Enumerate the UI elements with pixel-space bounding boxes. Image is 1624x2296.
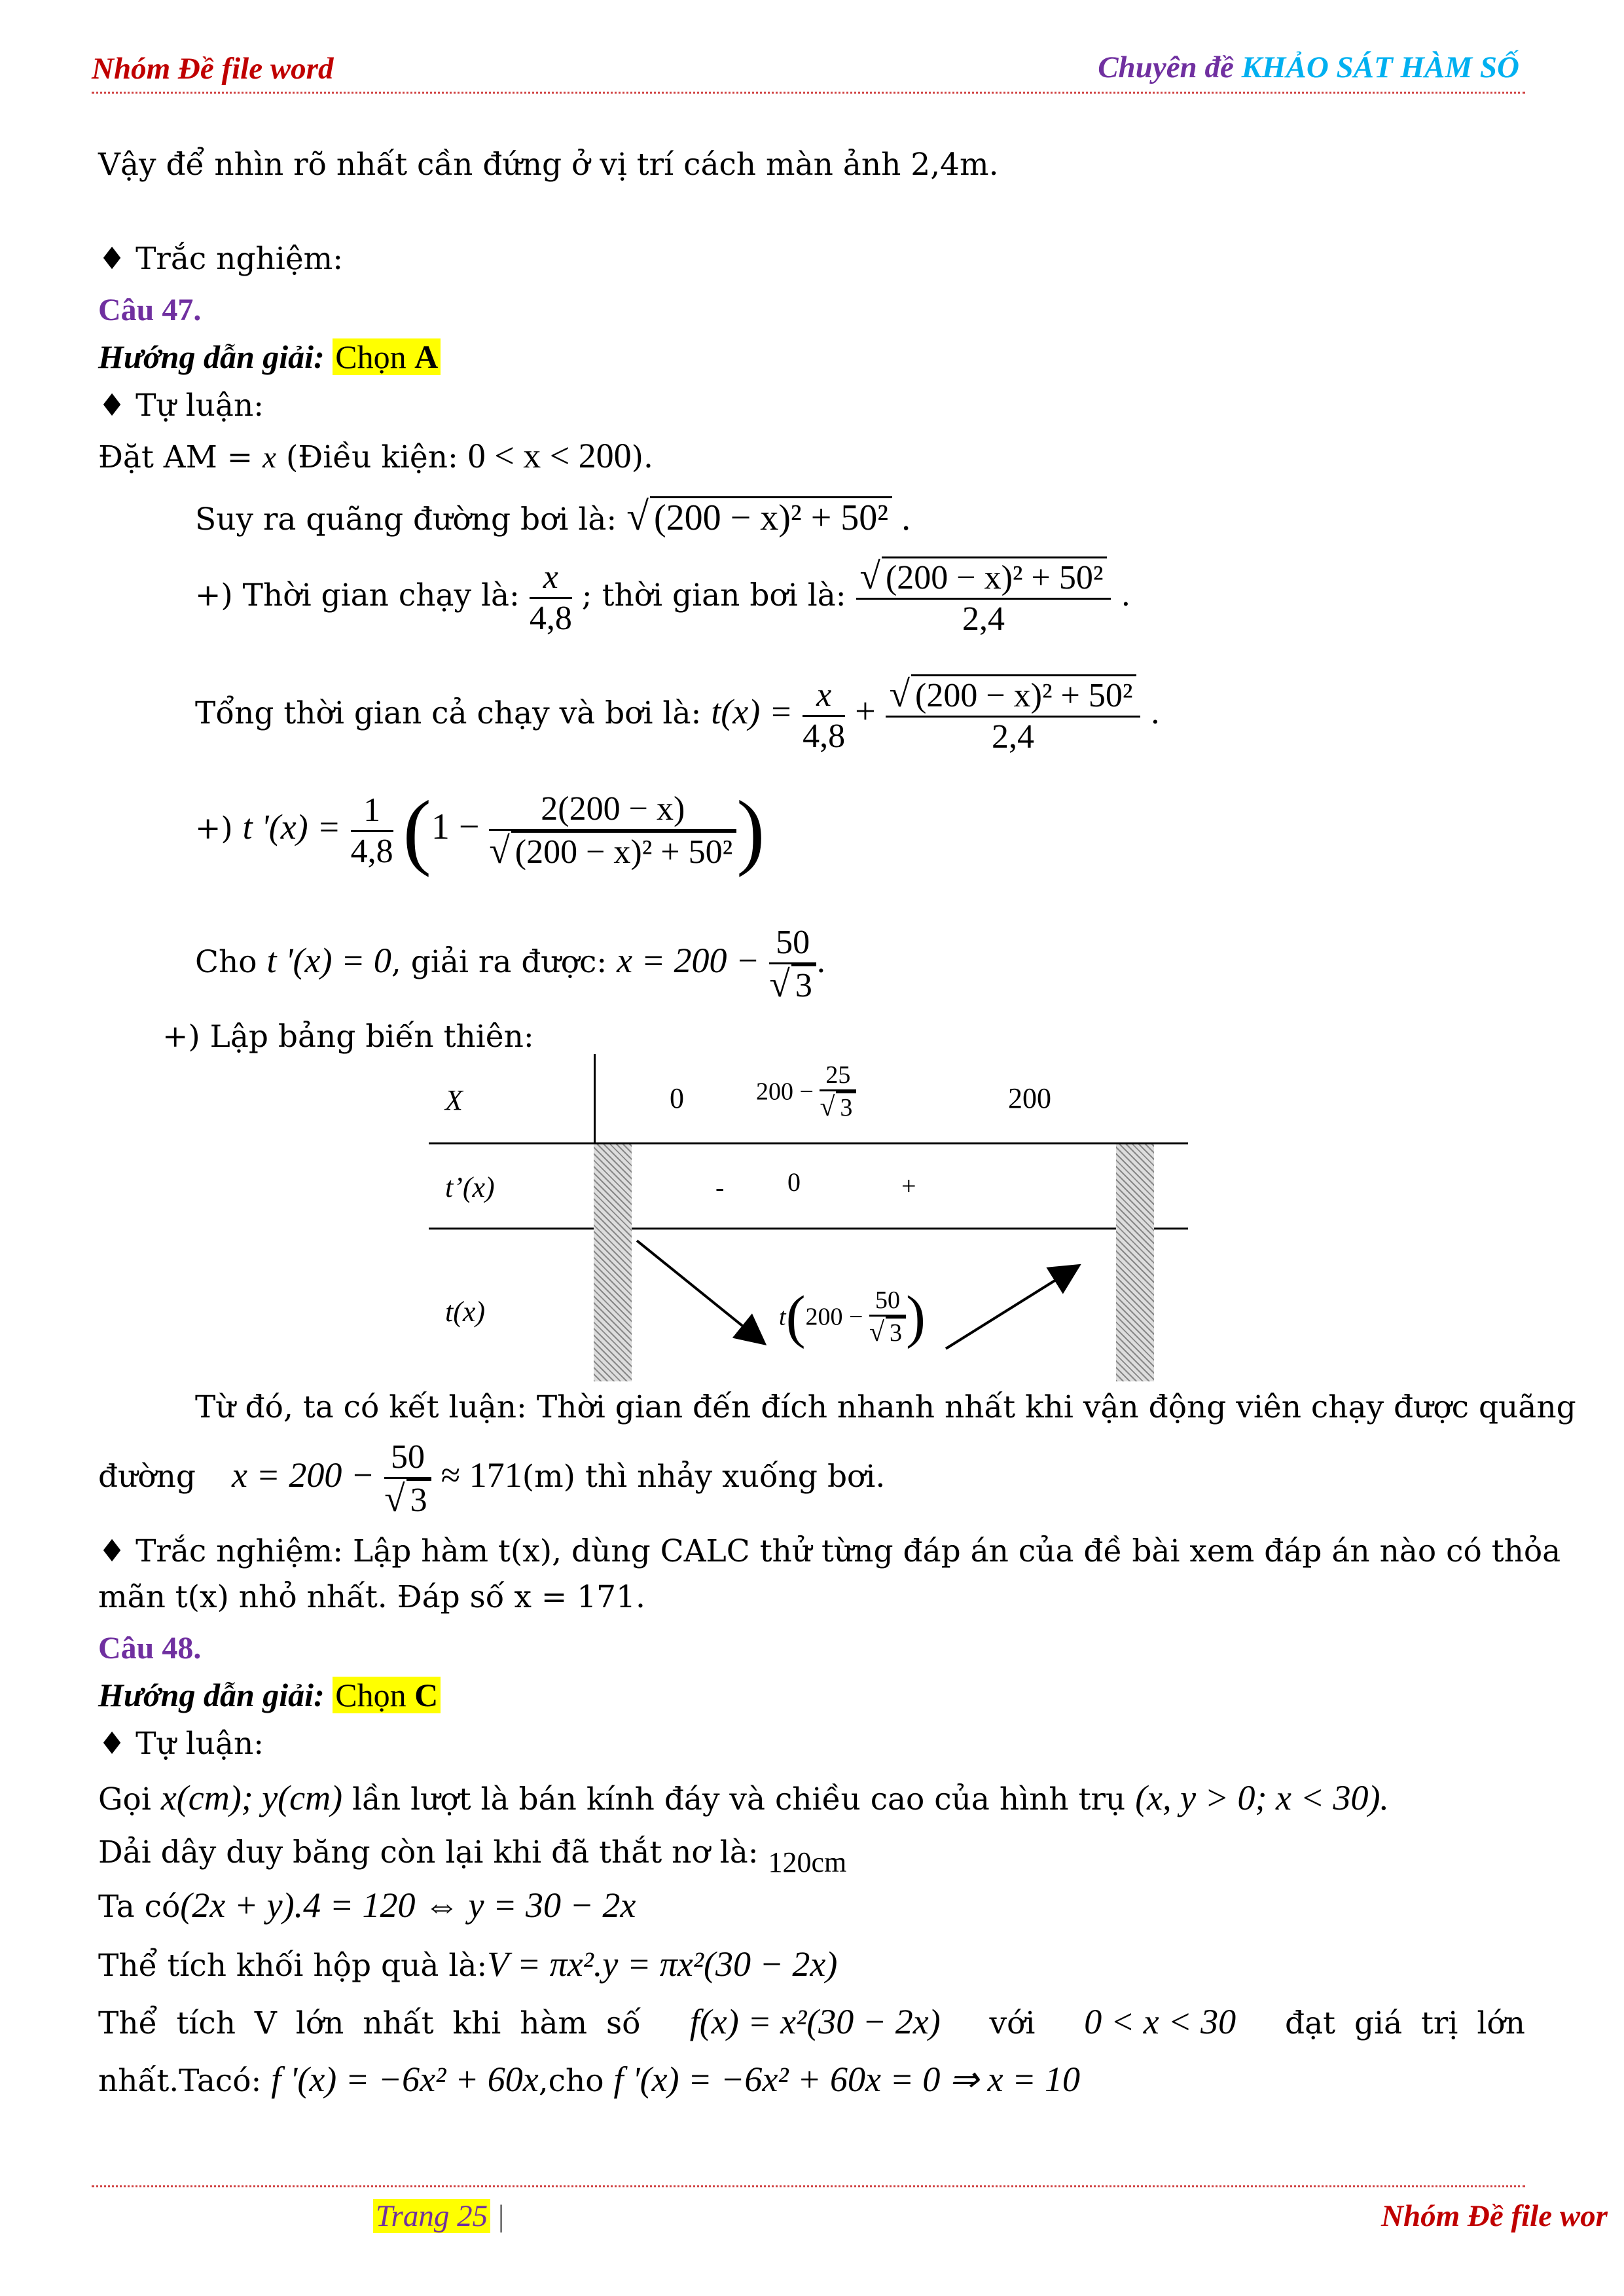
arrow-decreasing (637, 1241, 763, 1342)
header-topic-prefix: Chuyên đề (1098, 50, 1242, 84)
f-prime-solution: f '(x) = −6x² + 60x = 0 ⇒ x = 10 (613, 2060, 1081, 2099)
total-frac-2: $\frac{\text{√ (200 − x)² + 50²}}{2,4}$ (886, 674, 1141, 757)
x-mid-prefix: 200 − (756, 1078, 814, 1106)
volume-label: Thể tích khối hộp quà là: (98, 1948, 488, 1984)
total-time-line: Tổng thời gian cả chạy và bơi là: t(x) = $\frac{x}{4,8}$ + $\frac{\text{√ (200 − x)² + 50²}}{2,4}$ . (195, 674, 1161, 756)
swim-distance-label: Suy ra quãng đường bơi là: (195, 501, 617, 538)
x-eq: x = 200 − (617, 941, 760, 980)
frac-num-sqrt: (200 − x)² + 50² (882, 556, 1107, 598)
guide-label: Hướng dẫn giải: (98, 1677, 325, 1713)
sign-zero: 0 (787, 1167, 801, 1197)
max-value-text: đạt giá trị lớn (1285, 2005, 1525, 2041)
total-time-label: Tổng thời gian cả chạy và bơi là: (195, 695, 702, 731)
derivative-line: +) t '(x) = $\frac{1}{4,8}$ (1 − $\frac{2(200 - x)}{\text{√ (200 − x)² + 50²}}$ ) (195, 784, 765, 878)
result-frac: $\frac{50}{√ 3}$ (384, 1438, 431, 1520)
ribbon-value: 120cm (768, 1846, 847, 1878)
answer-47-badge (333, 338, 441, 375)
xy-vars: x(cm); y(cm) (160, 1778, 343, 1817)
frac-num: x (543, 558, 558, 596)
x-end: 200 (1008, 1082, 1051, 1114)
essay-heading: ♦ Tự luận: (98, 388, 264, 424)
f-prime: f '(x) = −6x² + 60x (271, 2060, 539, 2099)
cho-label: Cho (195, 944, 257, 980)
frac-den-sqrt: 3 (836, 1091, 856, 1122)
mc-47-line1: ♦ Trắc nghiệm: Lập hàm t(x), dùng CALC thử từng đáp án của đề bài xem đáp án nào có thỏa (98, 1533, 1561, 1569)
condition-48: (x, y > 0; x < 30). (1135, 1778, 1389, 1817)
answer-letter: C (414, 1677, 439, 1713)
time-line: +) Thời gian chạy là: $\frac{x}{4,8}$ ; thời gian bơi là: $\frac{\text{√ (200 − x)² + 50²}}{2,4}$ . (195, 556, 1131, 638)
x-start: 0 (670, 1082, 684, 1114)
frac-den: 4,8 (529, 599, 572, 637)
min-t: t (779, 1303, 786, 1331)
sign-plus: + (901, 1171, 916, 1201)
one-minus: 1 − (431, 807, 480, 847)
ribbon-line (98, 1833, 847, 1878)
question-47-title: Câu 47. (98, 293, 202, 327)
variation-table-heading: +) Lập bảng biến thiên: (162, 1019, 534, 1055)
condition-expr: 0 < x < 200 (467, 436, 632, 475)
answer-letter: A (414, 338, 439, 375)
header-topic: KHẢO SÁT HÀM SỐ (1241, 50, 1519, 84)
sqrt-expression: √ (200 − x)² + 50² . (626, 494, 911, 539)
volume-line (98, 1944, 837, 1986)
frac-den-sqrt: (200 − x)² + 50² (511, 831, 736, 872)
swim-distance-line (195, 496, 911, 539)
conclusion-47-line2 (98, 1438, 885, 1520)
frac-den: 4,8 (803, 717, 846, 755)
header-left: Nhóm Đề file word (92, 52, 334, 86)
swim-time-fraction: $\frac{\text{√ (200 − x)² + 50²}}{2,4}$ (856, 556, 1111, 639)
equation-line (98, 1886, 636, 1927)
x-eq: x = 200 − (231, 1455, 375, 1495)
answer-48-badge (333, 1677, 441, 1713)
frac-num: 25 (820, 1061, 856, 1091)
solve-label: , giải ra được: (391, 944, 607, 980)
derivative-48-line (98, 2060, 1080, 2101)
deriv-coef (351, 791, 393, 871)
sign-minus: - (715, 1173, 725, 1202)
run-time-label: +) Thời gian chạy là: (195, 577, 520, 613)
frac-den-sqrt: 3 (886, 1317, 906, 1347)
arrow-increasing (946, 1267, 1077, 1349)
total-frac-1 (803, 676, 845, 756)
row-x-label: X (445, 1084, 463, 1116)
header-divider (92, 92, 1525, 94)
footer-separator: | (497, 2199, 505, 2233)
guide-label: Hướng dẫn giải: (98, 338, 325, 375)
cho-word: ,cho (538, 2063, 604, 2099)
approx-value: ≈ 171 (441, 1455, 522, 1495)
frac-den-sqrt: 3 (791, 964, 816, 1006)
swim-time-label: ; thời gian bơi là: (581, 577, 846, 613)
goi-label: Gọi (98, 1781, 151, 1817)
frac-num: 2(200 − x) (489, 790, 736, 831)
max-volume-line (98, 2002, 1525, 2043)
essay-heading-48: ♦ Tự luận: (98, 1726, 264, 1762)
frac-den: 2,4 (962, 600, 1005, 638)
t-prime: t '(x) = (242, 807, 341, 847)
volume-formula: V = πx².y = πx²(30 − 2x) (487, 1944, 838, 1984)
header-right (1098, 50, 1519, 85)
guide-48 (98, 1676, 441, 1714)
mc-47-line2: mãn t(x) nhỏ nhất. Đáp số x = 171. (98, 1579, 645, 1615)
tprime-zero: t '(x) = 0 (266, 941, 391, 980)
x-mid-frac: $\frac{25}{√ 3}$ (820, 1061, 856, 1123)
taco-label: nhất.Tacó: (98, 2063, 262, 2099)
min-prefix: 200 − (805, 1303, 863, 1331)
frac-den: 2,4 (992, 718, 1035, 756)
conclusion-47-line1: Từ đó, ta có kết luận: Thời gian đến đích nhanh nhất khi vận động viên chạy được quãng (195, 1389, 1576, 1425)
sqrt-body: (200 − x)² + 50² (650, 496, 892, 538)
frac-num: 1 (351, 791, 393, 832)
critical-frac: $\frac{50}{√ 3}$ (769, 923, 816, 1006)
choose-label: Chọn (335, 338, 415, 375)
footer-divider (92, 2185, 1525, 2187)
frac-num: 50 (384, 1438, 431, 1479)
f-of-x: f(x) = x²(30 − 2x) (689, 2002, 941, 2041)
ta-co-label: Ta có (98, 1889, 181, 1925)
variation-table (429, 1054, 1188, 1381)
set-am-cond-label: (Điều kiện: (276, 439, 468, 475)
t-of-x: t(x) = (711, 692, 793, 731)
conclusion-line: Vậy để nhìn rõ nhất cần đứng ở vị trí cách màn ảnh 2,4m. (98, 147, 999, 183)
run-time-fraction (530, 558, 572, 638)
critical-point-line: Cho t '(x) = 0, giải ra được: x = 200 − $\frac{50}{√ 3}$ . (195, 924, 826, 1005)
multiple-choice-heading: ♦ Trắc nghiệm: (98, 241, 344, 277)
variables-line (98, 1778, 1389, 1819)
set-am-prefix: Đặt AM = (98, 439, 263, 475)
variables-desc: lần lượt là bán kính đáy và chiều cao của hình trụ (352, 1781, 1126, 1817)
frac-den: 4,8 (350, 832, 393, 870)
row-tprime-label: t’(x) (445, 1171, 495, 1203)
with-word: với (989, 2005, 1036, 2041)
guide-47 (98, 338, 441, 376)
frac-num: x (816, 676, 832, 714)
set-am-line (98, 436, 653, 477)
ribbon-label: Dải dây duy băng còn lại khi đã thắt nơ là: (98, 1834, 759, 1870)
frac-den-sqrt: 3 (406, 1479, 431, 1520)
var-x: x (262, 441, 276, 475)
footer-page (373, 2198, 504, 2234)
set-am-end: ). (631, 439, 653, 475)
equation-1: (2x + y).4 = 120 ⇔ y = 30 − 2x (180, 1886, 636, 1925)
row-t-label: t(x) (445, 1296, 486, 1328)
frac-num: 50 (769, 923, 816, 964)
min-frac: $\frac{50}{√ 3}$ (869, 1286, 906, 1348)
jump-swim-text: (m) thì nhảy xuống bơi. (522, 1459, 886, 1495)
footer-right: Nhóm Đề file wor (1381, 2199, 1608, 2233)
frac-num-sqrt: (200 − x)² + 50² (911, 674, 1136, 716)
deriv-frac: $\frac{2(200 - x)}{\text{√ (200 − x)² + 50²}}$ (489, 790, 736, 872)
page-number: Trang 25 (373, 2199, 490, 2233)
min-value: t(200 − $\frac{50}{√ 3}$ ) (779, 1285, 926, 1349)
choose-label: Chọn (335, 1677, 415, 1713)
question-48-title: Câu 48. (98, 1631, 202, 1666)
x-range: 0 < x < 30 (1084, 2002, 1236, 2041)
distance-word: đường (98, 1459, 196, 1495)
frac-num: 50 (869, 1286, 906, 1317)
max-volume-text: Thể tích V lớn nhất khi hàm số (98, 2005, 641, 2041)
